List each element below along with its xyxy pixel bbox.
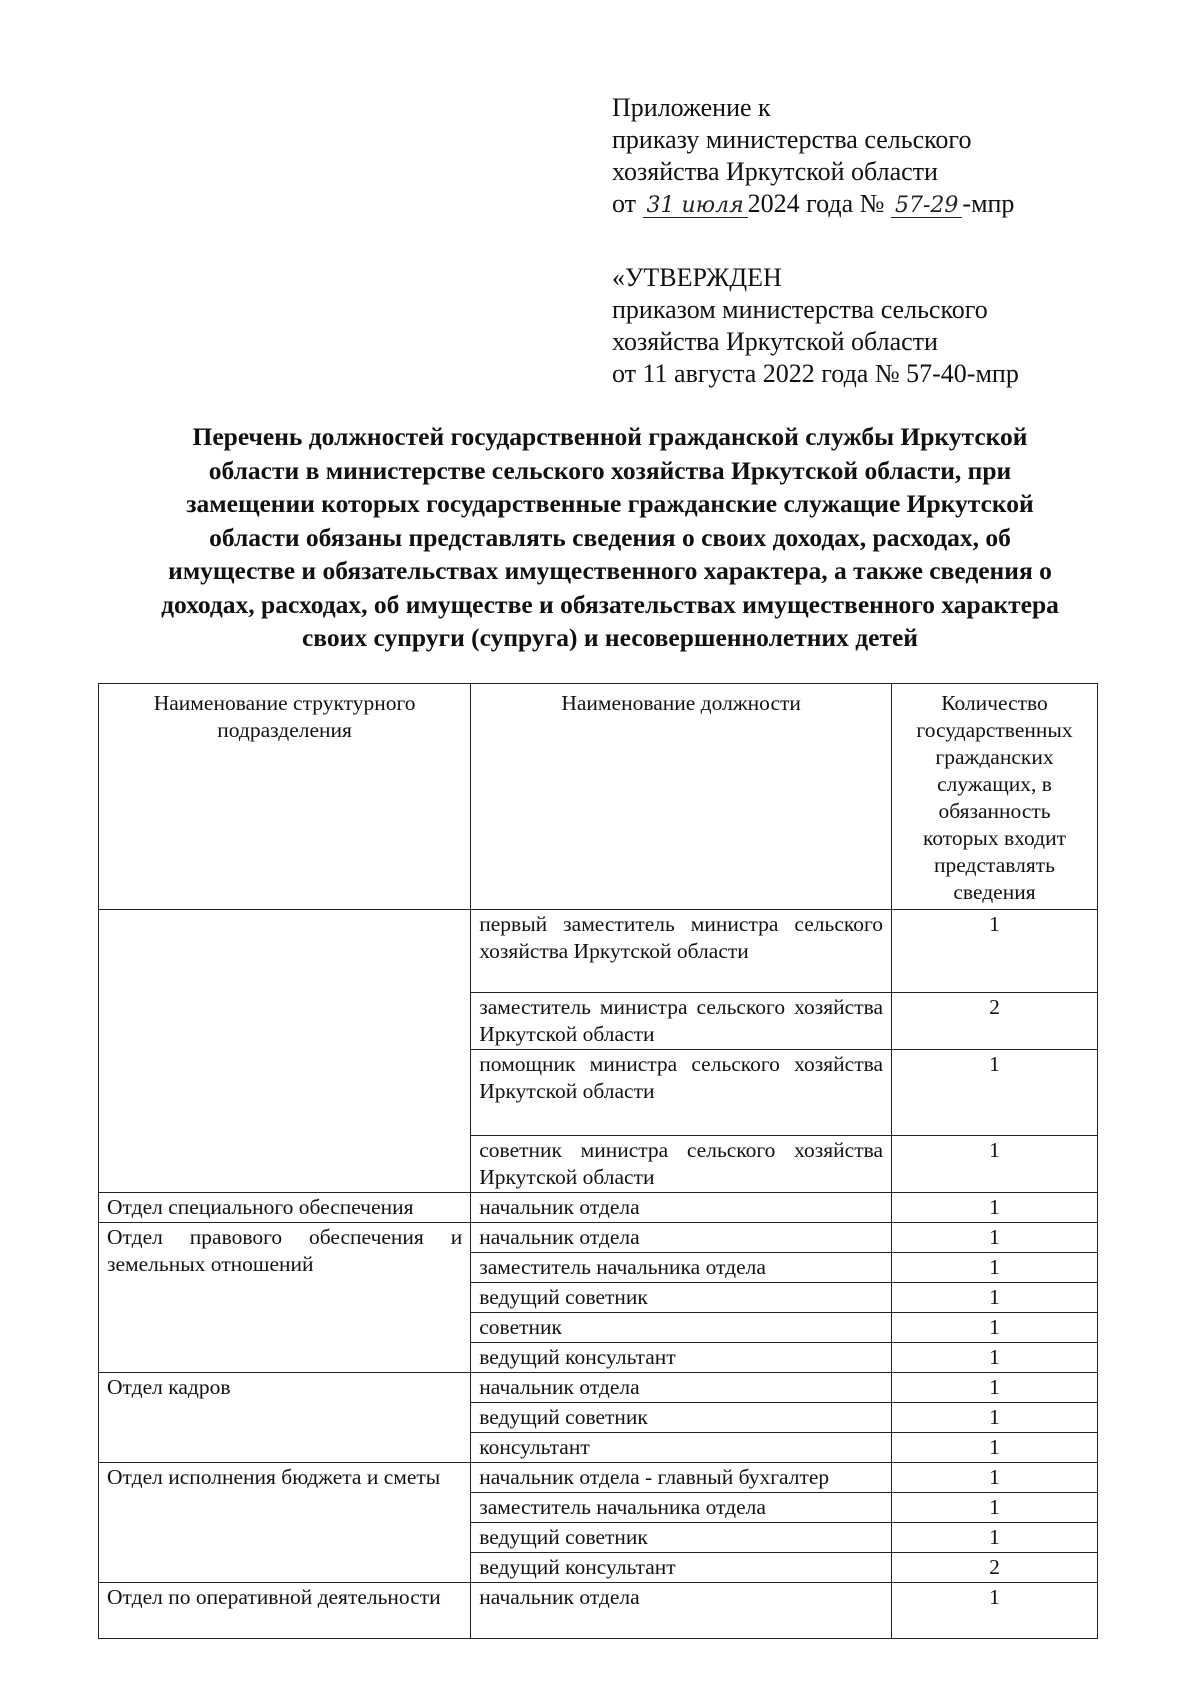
count-cell: 1 (892, 1373, 1098, 1403)
count-cell: 2 (892, 1553, 1098, 1583)
count-cell: 1 (892, 1403, 1098, 1433)
count-cell: 1 (892, 1193, 1098, 1223)
positions-table (98, 683, 1098, 1639)
approved-block (612, 262, 1172, 390)
header-department: Наименование структурного подразделения (99, 684, 471, 910)
table-row (99, 1373, 1098, 1403)
approved-line: «УТВЕРЖДЕН (612, 263, 782, 292)
table-row (99, 1193, 1098, 1223)
department-cell: Отдел по оперативной деятельности (99, 1583, 471, 1639)
table-header-row (99, 684, 1098, 910)
number-suffix: -мпр (962, 189, 1015, 218)
department-cell: Отдел кадров (99, 1373, 471, 1463)
title-line: своих супруги (супруга) и несовершеннолетних детей (301, 623, 918, 652)
position-cell: ведущий советник (471, 1403, 892, 1433)
position-cell: советник министра сельского хозяйства Иркутской области (471, 1136, 892, 1193)
count-cell: 1 (892, 1253, 1098, 1283)
title-line: Перечень должностей государственной гражданской службы Иркутской (192, 422, 1028, 451)
position-cell: начальник отдела - главный бухгалтер (471, 1463, 892, 1493)
handwritten-number: 57-29 (891, 195, 962, 218)
approved-line: хозяйства Иркутской области (612, 327, 938, 356)
appendix-date-line (612, 188, 1172, 220)
count-cell: 1 (892, 1223, 1098, 1253)
position-cell: советник (471, 1313, 892, 1343)
department-cell: Отдел специального обеспечения (99, 1193, 471, 1223)
position-cell: помощник министра сельского хозяйства Иркутской области (471, 1050, 892, 1136)
count-cell: 1 (892, 1433, 1098, 1463)
document-title (100, 420, 1120, 655)
title-line: имуществе и обязательствах имущественного характера, а также сведения о (168, 556, 1052, 585)
position-cell: заместитель начальника отдела (471, 1253, 892, 1283)
handwritten-date: 31 июля (643, 195, 748, 218)
department-cell: Отдел исполнения бюджета и сметы (99, 1463, 471, 1583)
position-cell: ведущий советник (471, 1283, 892, 1313)
appendix-line: Приложение к (612, 93, 771, 122)
title-line: доходах, расходах, об имуществе и обязательствах имущественного характера (161, 589, 1059, 619)
title-line: области в министерстве сельского хозяйства Иркутской области, при (208, 455, 1012, 485)
count-cell: 1 (892, 1493, 1098, 1523)
count-cell: 1 (892, 910, 1098, 993)
count-cell: 1 (892, 1313, 1098, 1343)
position-cell: ведущий консультант (471, 1343, 892, 1373)
position-cell: заместитель начальника отдела (471, 1493, 892, 1523)
table-row (99, 1223, 1098, 1253)
appendix-line: приказу министерства сельского (612, 125, 972, 154)
count-cell: 1 (892, 1523, 1098, 1553)
count-cell: 1 (892, 1343, 1098, 1373)
position-cell: первый заместитель министра сельского хозяйства Иркутской области (471, 910, 892, 993)
position-cell: начальник отдела (471, 1583, 892, 1639)
table-row (99, 910, 1098, 993)
count-cell: 1 (892, 1283, 1098, 1313)
position-cell: начальник отдела (471, 1373, 892, 1403)
position-cell: начальник отдела (471, 1193, 892, 1223)
appendix-line: хозяйства Иркутской области (612, 157, 938, 186)
date-prefix: от (612, 189, 637, 218)
table-row (99, 1583, 1098, 1639)
position-cell: заместитель министра сельского хозяйства Иркутской области (471, 993, 892, 1050)
table-row (99, 1463, 1098, 1493)
title-line: замещении которых государственные гражданские служащие Иркутской (186, 489, 1034, 518)
count-cell: 1 (892, 1583, 1098, 1639)
approved-line: приказом министерства сельского (612, 295, 988, 324)
position-cell: начальник отдела (471, 1223, 892, 1253)
count-cell: 2 (892, 993, 1098, 1050)
department-cell-empty (99, 910, 471, 1193)
position-cell: консультант (471, 1433, 892, 1463)
header-position: Наименование должности (471, 684, 892, 910)
title-line: области обязаны представлять сведения о своих доходах, расходах, об (209, 522, 1011, 552)
date-suffix: 2024 года № (747, 189, 885, 218)
department-cell: Отдел правового обеспечения и земельных отношений (99, 1223, 471, 1373)
appendix-block (612, 92, 1172, 220)
count-cell: 1 (892, 1463, 1098, 1493)
approved-line: от 11 августа 2022 года № 57-40-мпр (612, 359, 1019, 388)
header-count: Количество государственных гражданских служащих, в обязанность которых входит представлять сведения (892, 684, 1098, 910)
position-cell: ведущий советник (471, 1523, 892, 1553)
position-cell: ведущий консультант (471, 1553, 892, 1583)
count-cell: 1 (892, 1136, 1098, 1193)
count-cell: 1 (892, 1050, 1098, 1136)
